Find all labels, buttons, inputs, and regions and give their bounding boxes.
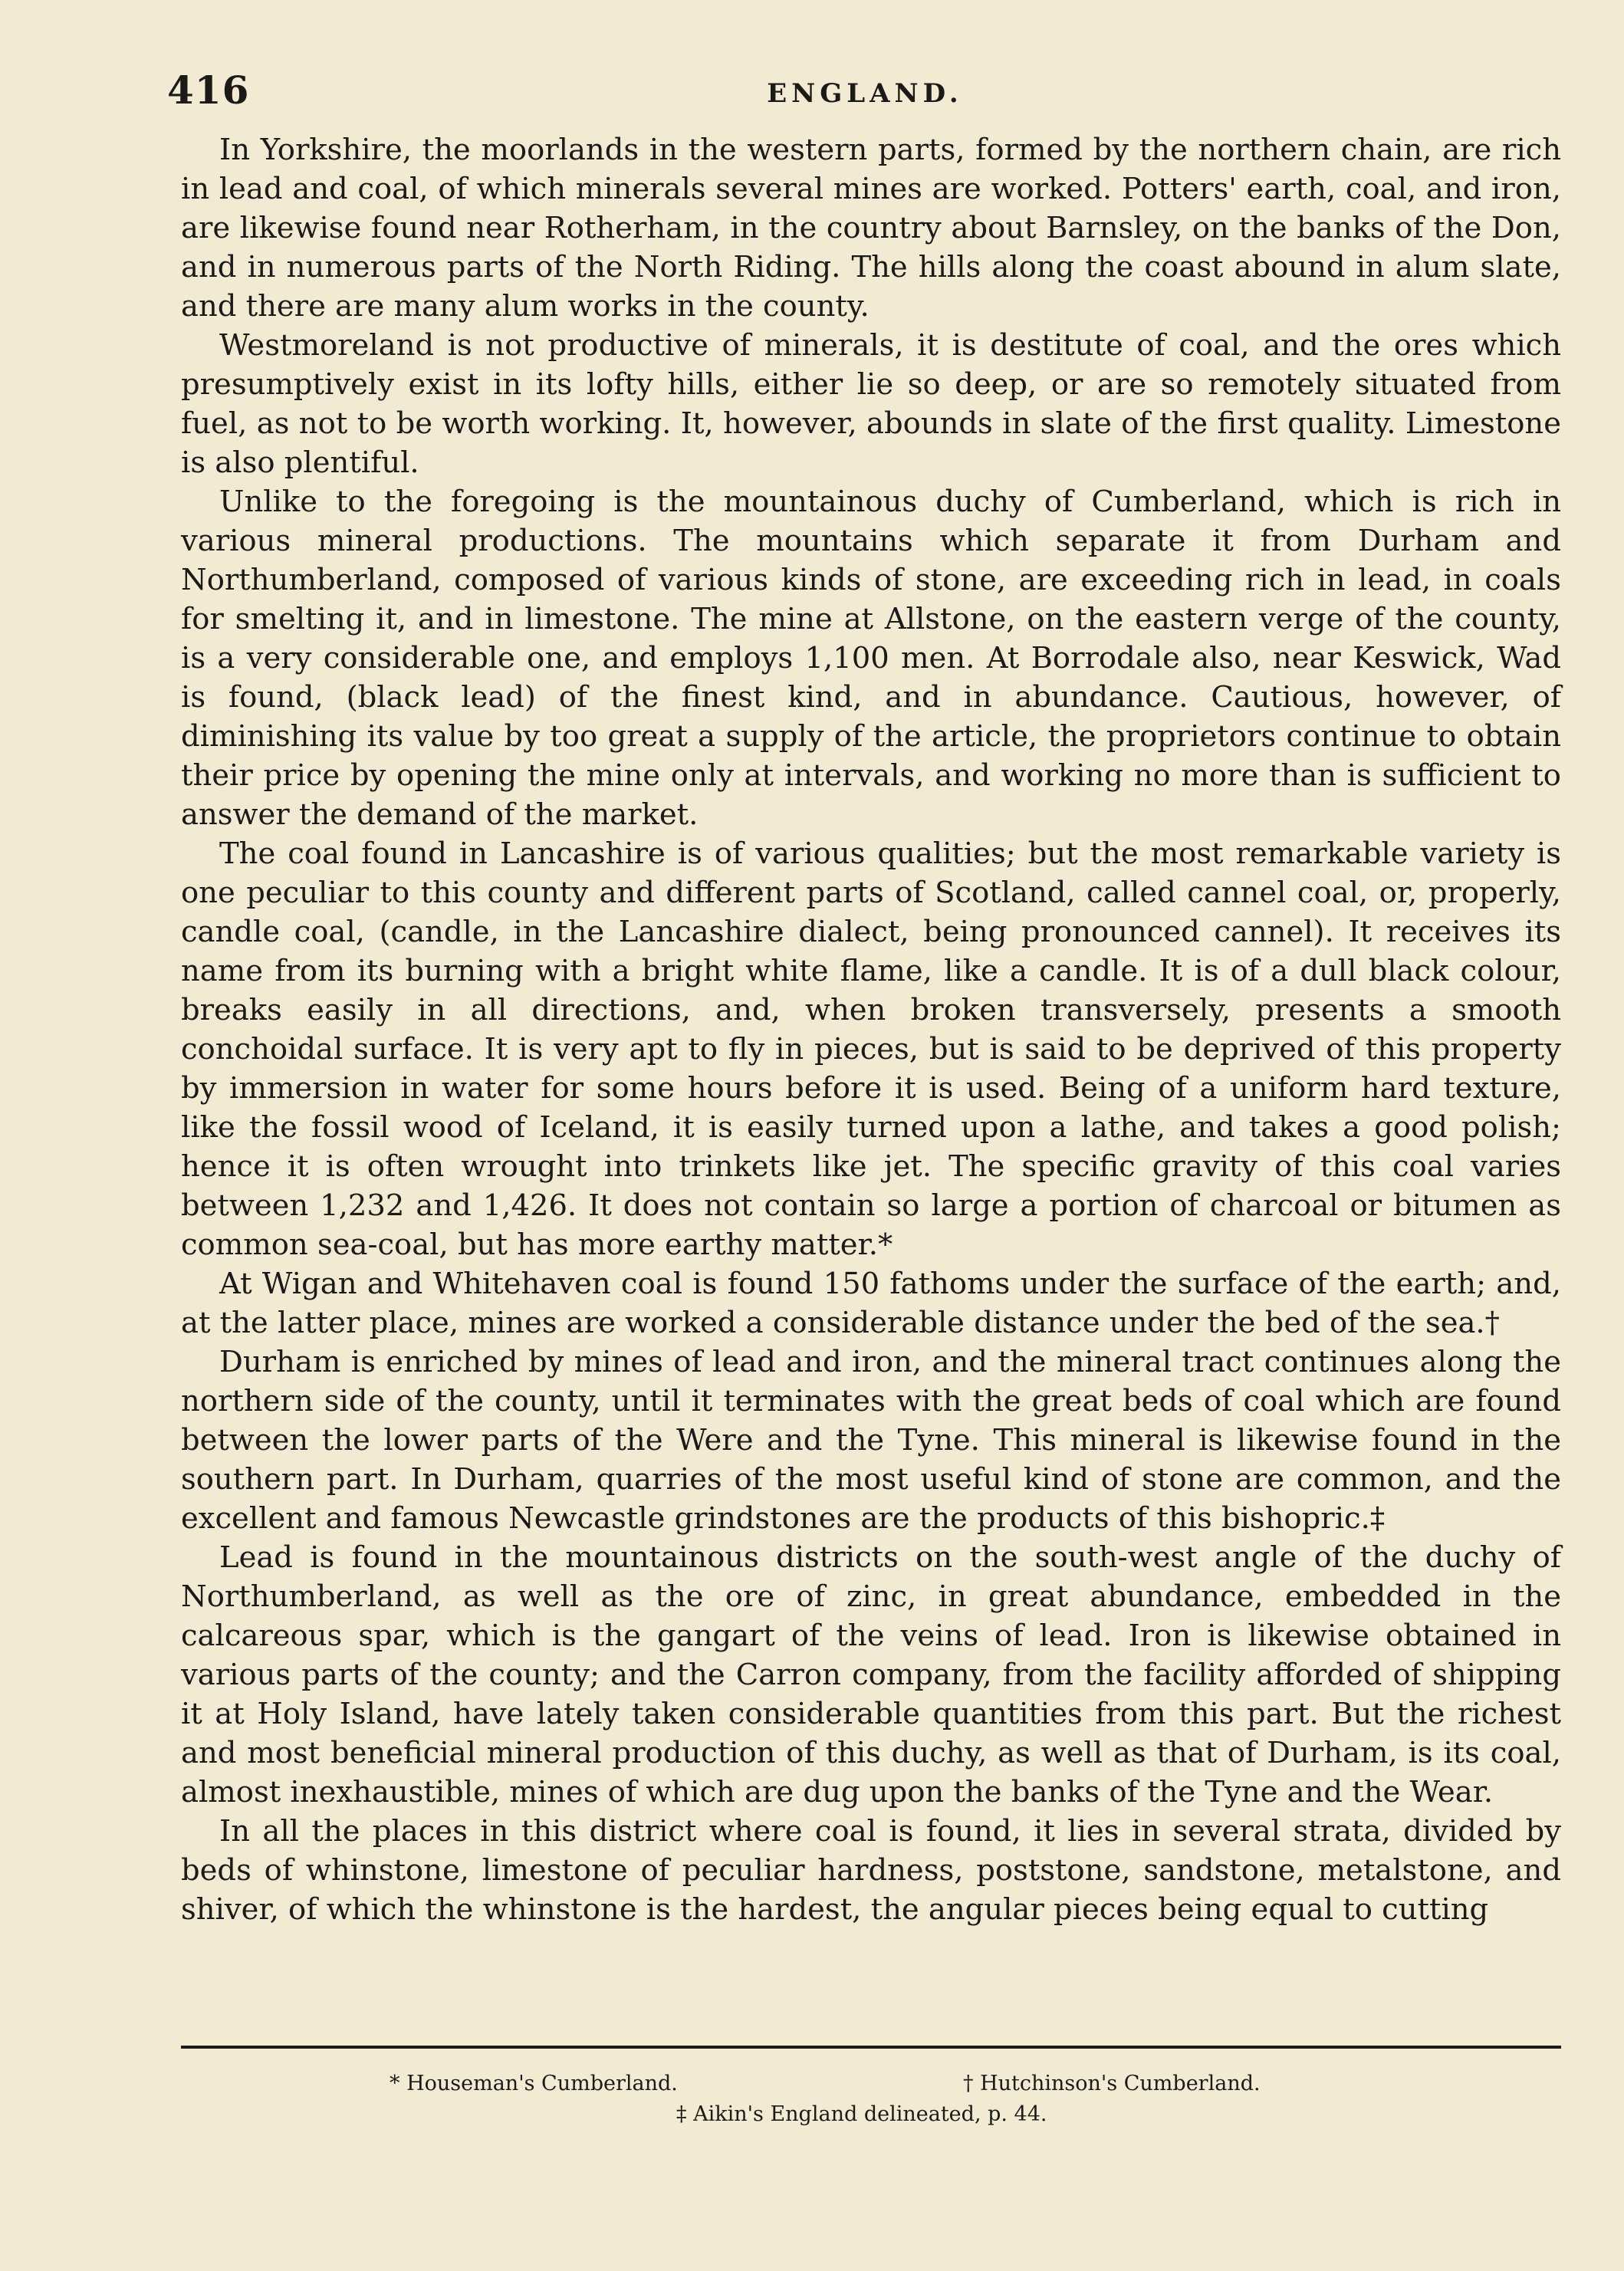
paragraph-westmoreland: Westmoreland is not productive of minerals, it is destitute of coal, and the ores which presumptively exist in its lofty hills, either lie so deep, or are so remotely situated from fuel, as not to be worth working. It, however, abounds in slate of the first quality. Limestone is also plentiful. [181, 328, 1561, 480]
running-head [167, 67, 1563, 113]
footnotes [181, 2069, 1561, 2130]
paragraph-cumberland: Unlike to the foregoing is the mountainous duchy of Cumberland, which is rich in various mineral productions. The mountains which separate it from Durham and Northumberland, composed of various kinds of stone, are exceeding rich in lead, in coals for smelting it, and in limestone. The mine at Allstone, on the eastern verge of the county, is a very considerable one, and employs 1,100 men. At Borrodale also, near Keswick, Wad is found, (black lead) of the finest kind, and in abundance. Cautious, however, of diminishing its value by too great a supply of the article, the proprietors continue to obtain their price by opening the mine only at intervals, and working no more than is sufficient to answer the demand of the market. [181, 485, 1561, 832]
running-title: ENGLAND. [767, 78, 963, 109]
paragraph-wigan: At Wigan and Whitehaven coal is found 150 fathoms under the surface of the earth; and, at the latter place, mines are worked a considerable distance under the bed of the sea.† [181, 1267, 1561, 1340]
footnote-hutchinson: † Hutchinson's Cumberland. [963, 2072, 1261, 2095]
body-text [181, 130, 1561, 1929]
paragraph-coal-strata: In all the places in this district where coal is found, it lies in several strata, divided by beds of whinstone, limestone of peculiar hardness, poststone, sandstone, metalstone, and shiver, of which the whinstone is the hardest, the angular pieces being equal to cutting [181, 1814, 1561, 1927]
paragraph-durham: Durham is enriched by mines of lead and iron, and the mineral tract continues along the northern side of the county, until it terminates with the great beds of coal which are found between the lower parts of the Were and the Tyne. This mineral is likewise found in the southern part. In Durham, quarries of the most useful kind of stone are common, and the excellent and famous Newcastle grindstones are the products of this bishopric.‡ [181, 1345, 1561, 1536]
footnote-houseman: * Houseman's Cumberland. [390, 2072, 678, 2095]
paragraph-yorkshire: In Yorkshire, the moorlands in the western parts, formed by the northern chain, are rich in lead and coal, of which minerals several mines are worked. Potters' earth, coal, and iron, are likewise found near Rotherham, in the country about Barnsley, on the banks of the Don, and in numerous parts of the North Riding. The hills along the coast abound in alum slate, and there are many alum works in the county. [181, 133, 1561, 324]
footnote-aikin: ‡ Aikin's England delineated, p. 44. [676, 2102, 1047, 2126]
footnote-rule [181, 2046, 1561, 2049]
page-number: 416 [167, 67, 250, 113]
paragraph-lancashire: The coal found in Lancashire is of various qualities; but the most remarkable variety is one peculiar to this county and different parts of Scotland, called cannel coal, or, properly, candle coal, (candle, in the Lancashire dialect, being pronounced cannel). It receives its name from its burning with a bright white flame, like a candle. It is of a dull black colour, breaks easily in all directions, and, when broken transversely, presents a smooth conchoidal surface. It is very apt to fly in pieces, but is said to be deprived of this property by immersion in water for some hours before it is used. Being of a uniform hard texture, like the fossil wood of Iceland, it is easily turned upon a lathe, and takes a good polish; hence it is often wrought into trinkets like jet. The specific gravity of this coal varies between 1,232 and 1,426. It does not contain so large a portion of charcoal or bitumen as common sea-coal, but has more earthy matter.* [181, 836, 1561, 1262]
paragraph-northumberland: Lead is found in the mountainous districts on the south-west angle of the duchy of Northumberland, as well as the ore of zinc, in great abundance, embedded in the calcareous spar, which is the gangart of the veins of lead. Iron is likewise obtained in various parts of the county; and the Carron company, from the facility afforded of shipping it at Holy Island, have lately taken considerable quantities from this part. But the richest and most beneficial mineral production of this duchy, as well as that of Durham, is its coal, almost inexhaustible, mines of which are dug upon the banks of the Tyne and the Wear. [181, 1540, 1561, 1809]
